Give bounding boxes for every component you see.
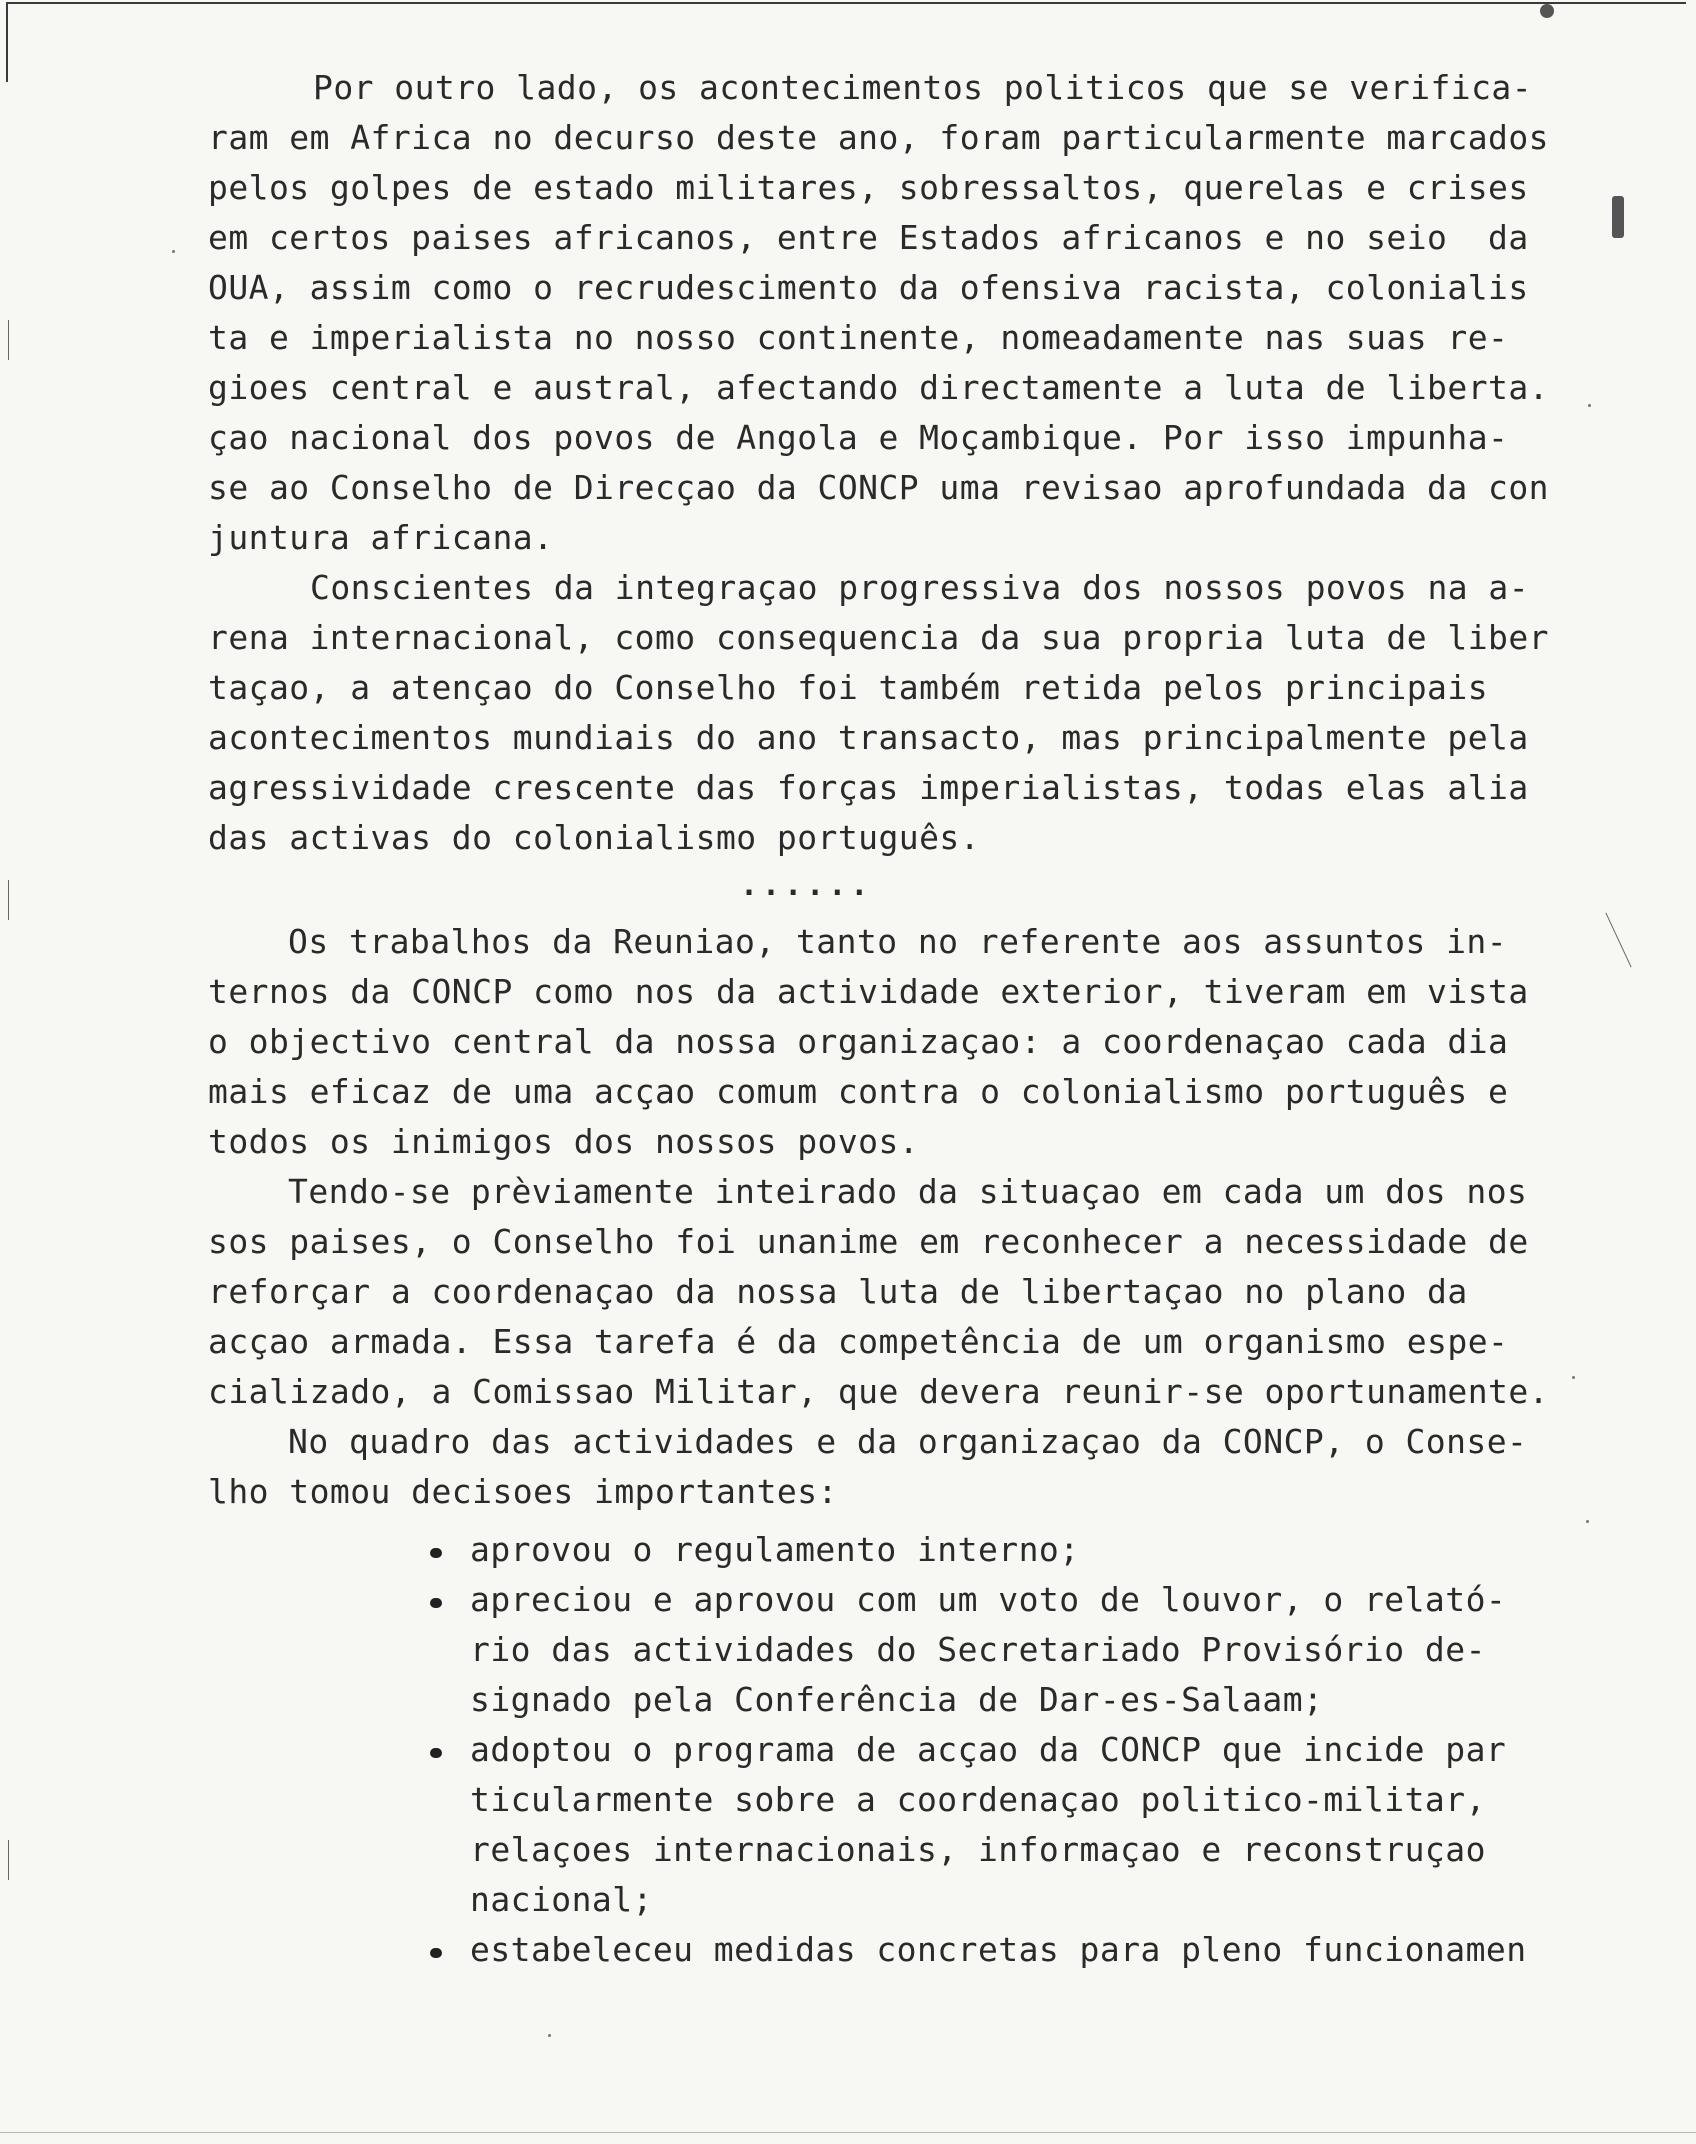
text-line: pelos golpes de estado militares, sobressaltos, querelas e crises: [208, 168, 1529, 207]
text-line: çao nacional dos povos de Angola e Moçambique. Por isso impunha-: [208, 418, 1509, 457]
text-line: o objectivo central da nossa organizaçao: a coordenaçao cada dia: [208, 1022, 1509, 1061]
bullet-item: apreciou e aprovou com um voto de louvor, o relató-: [470, 1580, 1507, 1619]
bullet-item-continuation: nacional;: [470, 1880, 653, 1919]
section-separator: ......: [740, 868, 873, 903]
text-line: ternos da CONCP como nos da actividade exterior, tiveram em vista: [208, 972, 1529, 1011]
text-line: juntura africana.: [208, 518, 554, 557]
text-line: se ao Conselho de Direcçao da CONCP uma revisao aprofundada da con: [208, 468, 1549, 507]
text-line: acçao armada. Essa tarefa é da competência de um organismo espe-: [208, 1322, 1509, 1361]
text-line: agressividade crescente das forças imperialistas, todas elas alia: [208, 768, 1529, 807]
text-line: Por outro lado, os acontecimentos politicos que se verifica-: [313, 68, 1533, 107]
text-line: ram em Africa no decurso deste ano, foram particularmente marcados: [208, 118, 1549, 157]
bullet-icon: [430, 1748, 442, 1758]
bullet-icon: [430, 1948, 442, 1958]
scan-mark: [8, 1840, 9, 1880]
bullet-item: adoptou o programa de acçao da CONCP que incide par: [470, 1730, 1507, 1769]
text-line: das activas do colonialismo português.: [208, 818, 981, 857]
ink-blot: [1540, 4, 1554, 18]
scan-mark: [1605, 913, 1631, 968]
page-edge-bottom: [0, 2132, 1696, 2133]
text-line: acontecimentos mundiais do ano transacto, mas principalmente pela: [208, 718, 1529, 757]
text-line: ta e imperialista no nosso continente, nomeadamente nas suas re-: [208, 318, 1509, 357]
scan-speck: [1586, 1520, 1589, 1523]
bullet-item-continuation: relaçoes internacionais, informaçao e reconstruçao: [470, 1830, 1486, 1869]
scan-speck: [172, 250, 175, 253]
text-line: mais eficaz de uma acçao comum contra o colonialismo português e: [208, 1072, 1509, 1111]
bullet-item-continuation: rio das actividades do Secretariado Provisório de-: [470, 1630, 1486, 1669]
bullet-item: estabeleceu medidas concretas para pleno funcionamen: [470, 1930, 1527, 1969]
text-line: cializado, a Comissao Militar, que devera reunir-se oportunamente.: [208, 1372, 1549, 1411]
text-line: Tendo-se prèviamente inteirado da situaçao em cada um dos nos: [288, 1172, 1528, 1211]
bullet-icon: [430, 1598, 442, 1608]
text-line: em certos paises africanos, entre Estados africanos e no seio da: [208, 218, 1529, 257]
scan-mark: [8, 880, 9, 920]
text-line: todos os inimigos dos nossos povos.: [208, 1122, 920, 1161]
bullet-item-continuation: ticularmente sobre a coordenaçao politico-militar,: [470, 1780, 1486, 1819]
text-line: sos paises, o Conselho foi unanime em reconhecer a necessidade de: [208, 1222, 1529, 1261]
scan-mark: [8, 320, 9, 360]
bullet-item-continuation: signado pela Conferência de Dar-es-Salaam;: [470, 1680, 1324, 1719]
page-edge-top: [6, 2, 1686, 4]
text-line: Conscientes da integraçao progressiva dos nossos povos na a-: [310, 568, 1530, 607]
ink-blot: [1612, 196, 1624, 238]
text-line: OUA, assim como o recrudescimento da ofensiva racista, colonialis: [208, 268, 1529, 307]
text-line: rena internacional, como consequencia da sua propria luta de liber: [208, 618, 1549, 657]
bullet-icon: [430, 1548, 442, 1558]
text-line: gioes central e austral, afectando directamente a luta de liberta.: [208, 368, 1549, 407]
text-line: reforçar a coordenaçao da nossa luta de libertaçao no plano da: [208, 1272, 1468, 1311]
text-line: No quadro das actividades e da organizaçao da CONCP, o Conse-: [288, 1422, 1528, 1461]
text-line: taçao, a atençao do Conselho foi também retida pelos principais: [208, 668, 1489, 707]
scan-speck: [1588, 404, 1591, 407]
text-line: Os trabalhos da Reuniao, tanto no referente aos assuntos in-: [288, 922, 1508, 961]
bullet-item: aprovou o regulamento interno;: [470, 1530, 1080, 1569]
scan-speck: [548, 2034, 551, 2037]
text-line: lho tomou decisoes importantes:: [208, 1472, 838, 1511]
scan-speck: [1572, 1376, 1575, 1379]
page-edge-left: [6, 2, 8, 82]
